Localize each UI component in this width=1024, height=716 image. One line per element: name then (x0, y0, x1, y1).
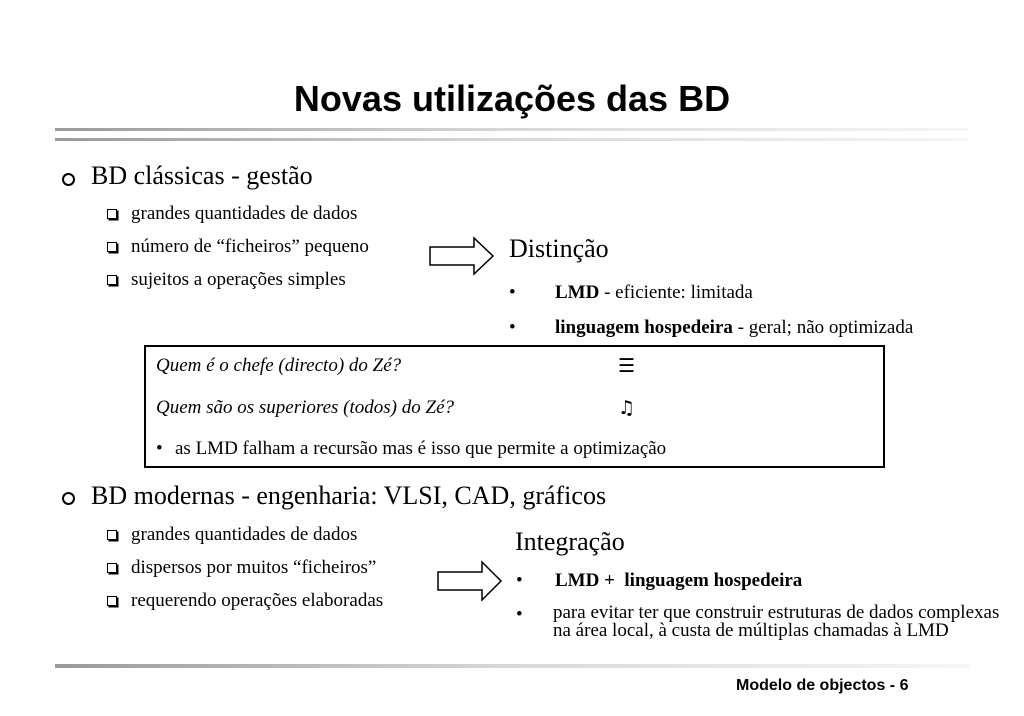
page-number: 6 (899, 677, 909, 694)
section1-item: sujeitos a operações simples (131, 269, 346, 290)
distinction-point-term: LMD (555, 282, 600, 303)
bullet-dot: • (516, 570, 523, 591)
footer-rule (55, 664, 969, 668)
footer-text: Modelo de objectos - (736, 677, 896, 694)
section2-heading: BD modernas - engenharia: VLSI, CAD, gráficos (91, 481, 607, 510)
integration-point-2: para evitar ter que construir estruturas de dados complexas na área local, à custa de múltiplas chamadas à LMD (553, 602, 1000, 641)
section2-item: requerendo operações elaboradas (131, 590, 384, 611)
distinction-heading: Distinção (509, 234, 609, 263)
section2-item: dispersos por muitos “ficheiros” (131, 557, 377, 578)
cross-symbol-icon: ♫ (618, 397, 636, 419)
item-bullet-icon (107, 209, 117, 219)
item-bullet-icon (107, 275, 117, 285)
item-bullet-icon (107, 242, 117, 252)
question-all-superiors: Quem são os superiores (todos) do Zé? (156, 397, 455, 418)
distinction-point-term: linguagem hospedeira (555, 317, 733, 338)
footer-label (736, 677, 908, 695)
section2-item: grandes quantidades de dados (131, 524, 358, 545)
title-rule-top (55, 128, 969, 131)
title-rule-bottom (55, 138, 969, 141)
bullet-dot: • (509, 317, 516, 338)
distinction-point (555, 282, 753, 304)
distinction-point-text: - eficiente: limitada (599, 282, 753, 303)
section-bullet-icon (62, 173, 75, 186)
arrow-right-icon (428, 236, 496, 276)
bullet-dot: • (516, 604, 523, 625)
distinction-point-text: - geral; não optimizada (732, 317, 914, 338)
section1-item: número de “ficheiros” pequeno (131, 236, 369, 257)
distinction-point (555, 317, 913, 339)
slide-title: Novas utilizações das BD (293, 78, 731, 119)
check-symbol-icon: ☰ (618, 355, 636, 377)
section-bullet-icon (62, 492, 75, 505)
item-bullet-icon (107, 530, 117, 540)
item-bullet-icon (107, 596, 117, 606)
integration-heading: Integração (515, 527, 625, 556)
integration-point-1 (555, 570, 802, 592)
question-direct-boss: Quem é o chefe (directo) do Zé? (156, 355, 402, 376)
bullet-dot: • (156, 438, 163, 459)
integration-lmd-plus: LMD + (555, 570, 615, 591)
arrow-right-icon (436, 560, 504, 602)
section1-heading: BD clássicas - gestão (91, 161, 313, 190)
integration-host-language: linguagem hospedeira (624, 570, 803, 591)
item-bullet-icon (107, 563, 117, 573)
bullet-dot: • (509, 282, 516, 303)
recursion-note: as LMD falham a recursão mas é isso que permite a optimização (175, 438, 667, 459)
section1-item: grandes quantidades de dados (131, 203, 358, 224)
